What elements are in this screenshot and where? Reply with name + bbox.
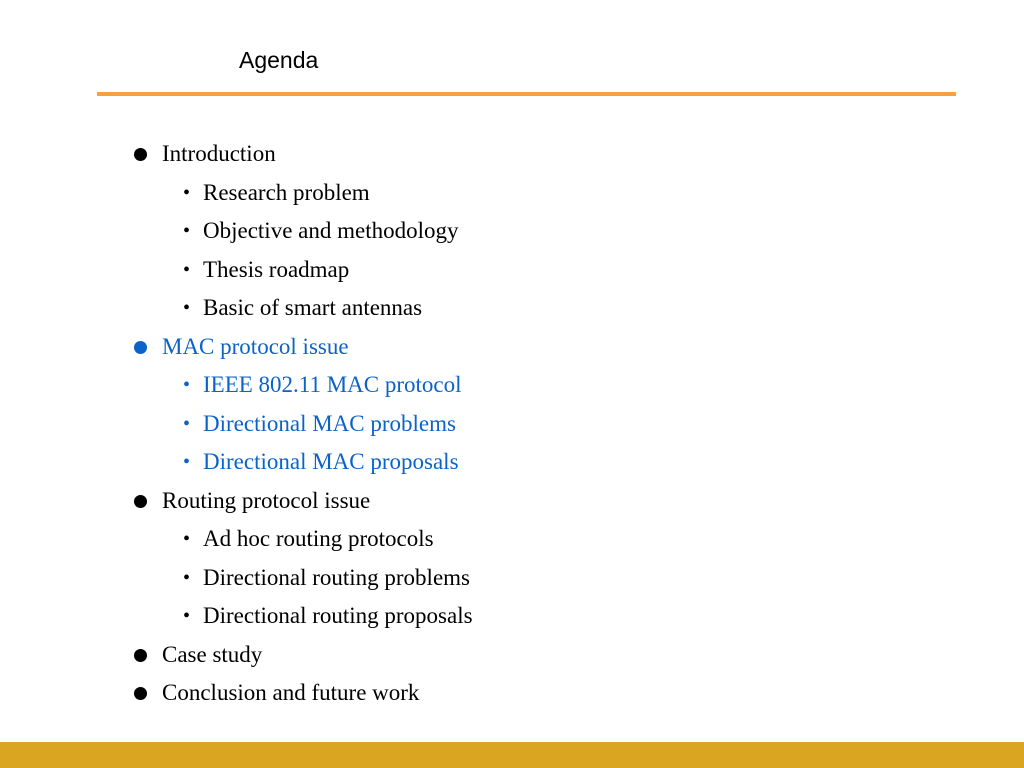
agenda-subitem: Directional MAC problems (203, 410, 456, 436)
bullet-dot-icon (134, 649, 147, 662)
footer-bar (0, 742, 1024, 768)
agenda-subitem: Directional routing problems (203, 564, 470, 590)
agenda-subitem: Research problem (203, 179, 370, 205)
sub-bullet-icon: • (183, 412, 191, 435)
bullet-dot-icon (134, 495, 147, 508)
agenda-item: Conclusion and future work (162, 680, 420, 705)
sub-bullet-icon: • (183, 220, 191, 242)
agenda-item: Introduction (162, 141, 276, 166)
sub-bullet-icon: • (183, 374, 191, 396)
agenda-subitem: Thesis roadmap (203, 256, 350, 282)
agenda-subitem: Objective and methodology (203, 218, 459, 243)
agenda-subitem: Directional MAC proposals (203, 449, 459, 474)
bullet-dot-icon (134, 148, 147, 161)
sub-bullet-icon: • (183, 605, 191, 627)
sub-bullet-icon: • (183, 258, 191, 281)
bullet-dot-icon (134, 687, 147, 700)
slide-title: Agenda (239, 47, 319, 73)
agenda-item: Case study (162, 641, 263, 667)
sub-bullet-icon: • (183, 451, 191, 473)
agenda-subitem: Ad hoc routing protocols (203, 526, 434, 551)
agenda-subitem: Basic of smart antennas (203, 295, 423, 320)
sub-bullet-icon: • (183, 566, 191, 589)
agenda-item: Routing protocol issue (162, 487, 371, 513)
sub-bullet-icon: • (183, 297, 191, 319)
agenda-subitem: IEEE 802.11 MAC protocol (203, 372, 462, 397)
agenda-subitem: Directional routing proposals (203, 603, 473, 628)
sub-bullet-icon: • (183, 528, 191, 550)
agenda-item: MAC protocol issue (162, 333, 349, 359)
bullet-dot-icon (134, 341, 147, 354)
sub-bullet-icon: • (183, 181, 191, 204)
